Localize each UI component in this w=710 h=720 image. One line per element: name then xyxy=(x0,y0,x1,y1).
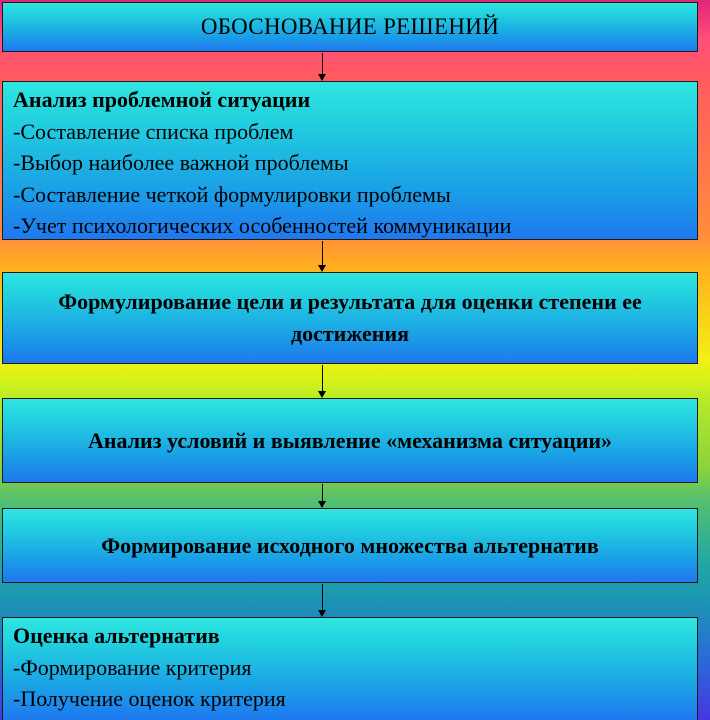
step-2-heading: Формулирование цели и результата для оценки степени ее достижения xyxy=(58,289,642,346)
step-3-heading: Анализ условий и выявление «механизма ситуации» xyxy=(87,427,613,453)
step-4-heading: Формирование исходного множества альтернатив xyxy=(101,532,599,558)
diagram-title-box xyxy=(2,2,698,52)
flow-arrow-3 xyxy=(322,365,323,397)
step-problem-analysis xyxy=(2,81,698,240)
flow-arrow-5 xyxy=(322,584,323,616)
step-1-item: -Выбор наиболее важной проблемы xyxy=(13,150,349,175)
step-1-heading: Анализ проблемной ситуации xyxy=(13,87,311,112)
step-5-item: -Формирование критерия xyxy=(13,654,252,680)
step-alternatives-evaluation xyxy=(2,617,698,720)
flow-arrow-1 xyxy=(322,53,323,80)
flow-arrow-4 xyxy=(322,484,323,507)
step-5-heading: Оценка альтернатив xyxy=(13,623,220,648)
diagram-title: ОБОСНОВАНИЕ РЕШЕНИЙ xyxy=(200,14,500,39)
step-1-item: -Составление списка проблем xyxy=(13,118,294,144)
flow-arrow-2 xyxy=(322,241,323,271)
step-1-item: -Составление четкой формулировки проблемы xyxy=(13,181,451,207)
step-conditions-analysis xyxy=(2,398,698,483)
step-goal-formulation xyxy=(2,272,698,364)
step-alternatives-set xyxy=(2,508,698,583)
step-1-item: -Учет психологических особенностей коммуникации xyxy=(13,213,512,238)
step-5-item: -Получение оценок критерия xyxy=(13,686,286,711)
